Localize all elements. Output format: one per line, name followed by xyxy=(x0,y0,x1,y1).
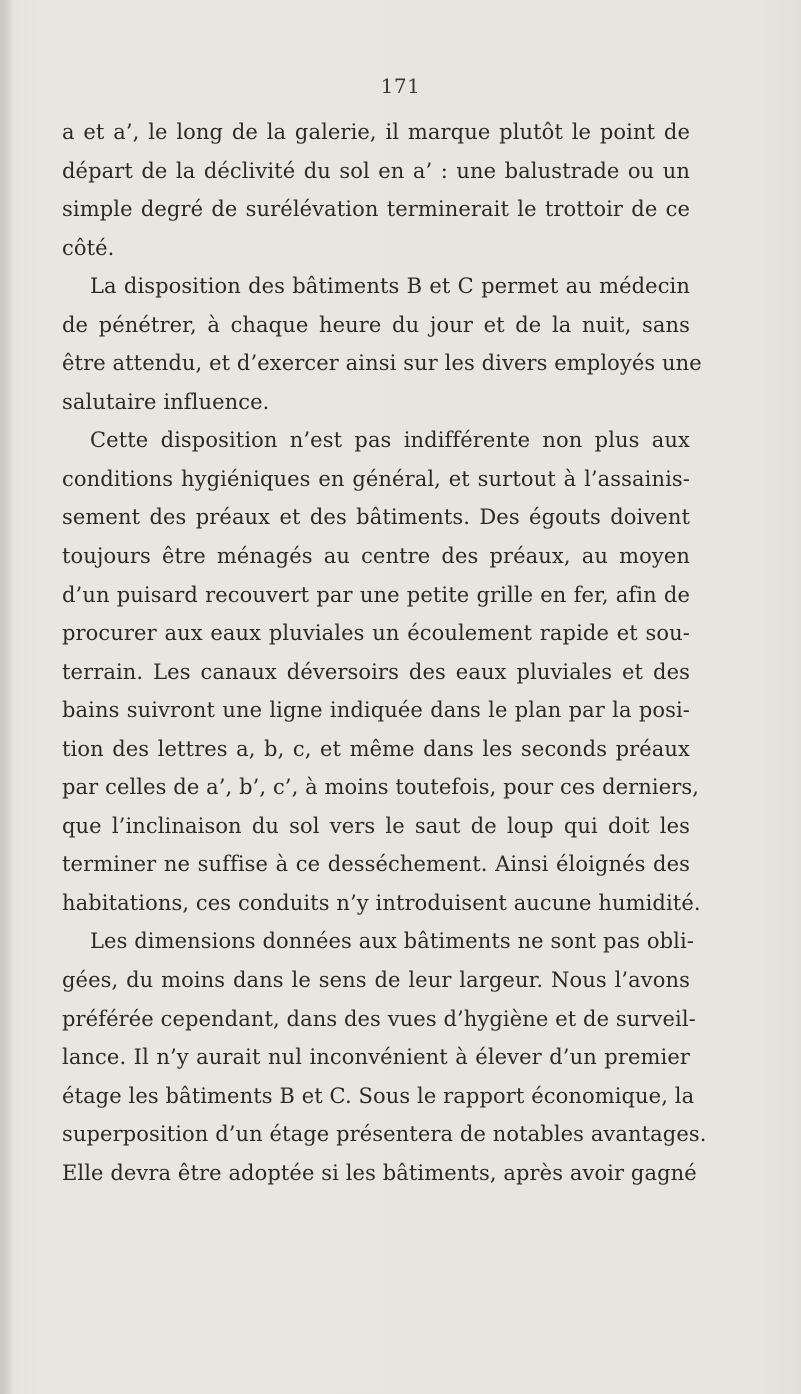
text-line: habitations, ces conduits n’y introduisent aucune humidité. xyxy=(62,890,701,915)
text-line: lance. Il n’y aurait nul inconvénient à élever d’un premier xyxy=(62,1045,690,1070)
text-line: étage les bâtiments B et C. Sous le rapport économique, la xyxy=(62,1083,695,1108)
text-line: toujours être ménagés au centre des préaux, au moyen xyxy=(62,544,690,569)
text-line: préférée cependant, dans des vues d’hygiène et de surveil- xyxy=(62,1006,696,1031)
text-line: Cette disposition n’est pas indifférente non plus aux xyxy=(90,428,690,453)
text-line: La disposition des bâtiments B et C permet au médecin xyxy=(90,274,690,299)
body-text xyxy=(62,113,707,1192)
text-line: Elle devra être adoptée si les bâtiments, après avoir gagné xyxy=(62,1160,697,1185)
text-line: être attendu, et d’exercer ainsi sur les divers employés une xyxy=(62,351,702,376)
text-line: terrain. Les canaux déversoirs des eaux pluviales et des xyxy=(62,659,690,684)
binding-gutter-shadow xyxy=(0,0,12,1394)
text-line: départ de la déclivité du sol en a’ : une balustrade ou un xyxy=(62,158,690,183)
text-line: sement des préaux et des bâtiments. Des égouts doivent xyxy=(62,505,690,530)
text-line: simple degré de surélévation terminerait le trottoir de ce xyxy=(62,197,690,222)
text-line: procurer aux eaux pluviales un écoulement rapide et sou- xyxy=(62,621,690,646)
text-line: superposition d’un étage présentera de notables avantages. xyxy=(62,1122,707,1147)
text-line: d’un puisard recouvert par une petite grille en fer, afin de xyxy=(62,582,690,607)
text-line: a et a’, le long de la galerie, il marque plutôt le point de xyxy=(62,120,690,144)
text-line: gées, du moins dans le sens de leur largeur. Nous l’avons xyxy=(62,968,690,993)
text-line: côté. xyxy=(62,235,115,260)
text-line: terminer ne suffise à ce desséchement. Ainsi éloignés des xyxy=(62,852,690,877)
text-line: conditions hygiéniques en général, et surtout à l’assainis- xyxy=(62,466,690,491)
text-line: que l’inclinaison du sol vers le saut de loup qui doit les xyxy=(62,813,690,838)
text-line: Les dimensions données aux bâtiments ne sont pas obli- xyxy=(90,929,694,954)
page-number: 171 xyxy=(380,74,421,98)
text-line: de pénétrer, à chaque heure du jour et de la nuit, sans xyxy=(62,312,690,337)
text-line: bains suivront une ligne indiquée dans le plan par la posi- xyxy=(62,698,690,723)
text-line: par celles de a’, b’, c’, à moins toutefois, pour ces derniers, xyxy=(62,775,700,800)
text-line: tion des lettres a, b, c, et même dans les seconds préaux xyxy=(62,736,690,761)
text-line: salutaire influence. xyxy=(62,389,270,414)
